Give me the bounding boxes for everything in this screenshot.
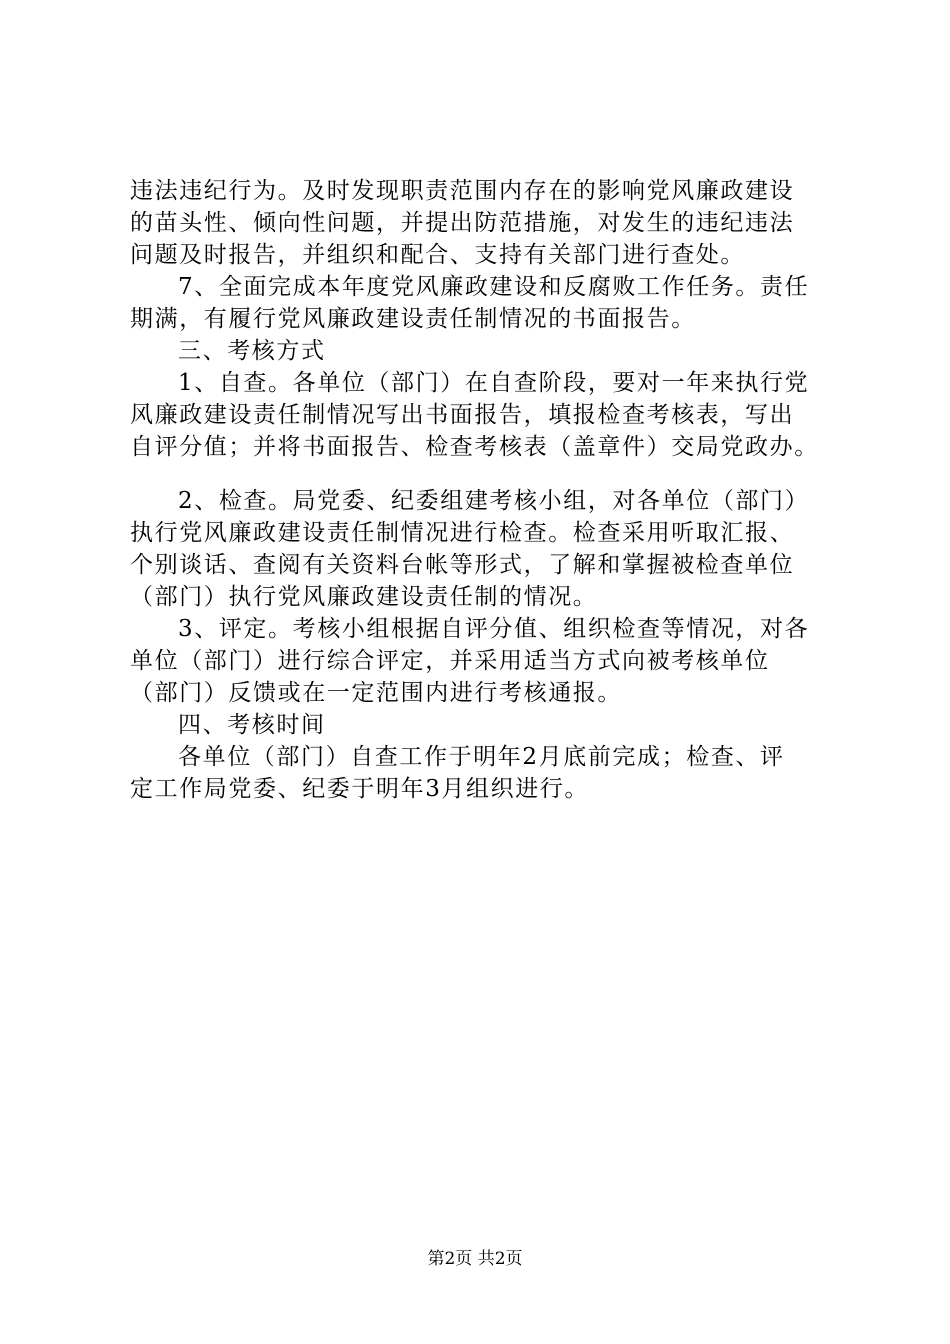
paragraph-line: 问题及时报告，并组织和配合、支持有关部门进行查处。	[130, 242, 745, 268]
paragraph-line: 7、全面完成本年度党风廉政建设和反腐败工作任务。责任	[178, 274, 810, 300]
page-footer: 第2页 共2页	[427, 1249, 523, 1269]
paragraph-line: 违法违纪行为。及时发现职责范围内存在的影响党风廉政建设	[130, 178, 795, 204]
paragraph-line: 的苗头性、倾向性问题，并提出防范措施，对发生的违纪违法	[130, 210, 795, 236]
paragraph-line: 期满，有履行党风廉政建设责任制情况的书面报告。	[130, 306, 696, 332]
paragraph-line: 单位（部门）进行综合评定，并采用适当方式向被考核单位	[130, 648, 770, 674]
section-heading: 四、考核时间	[178, 712, 326, 738]
paragraph-line: 自评分值；并将书面报告、检查考核表（盖章件）交局党政办。	[130, 434, 819, 460]
paragraph-line: 个别谈话、查阅有关资料台帐等形式，了解和掌握被检查单位	[130, 552, 795, 578]
paragraph-line: （部门）执行党风廉政建设责任制的情况。	[130, 584, 598, 610]
paragraph-line: 风廉政建设责任制情况写出书面报告，填报检查考核表，写出	[130, 402, 795, 428]
paragraph-line: 定工作局党委、纪委于明年3月组织进行。	[130, 776, 590, 802]
paragraph-line: 3、评定。考核小组根据自评分值、组织检查等情况，对各	[178, 616, 810, 642]
section-heading: 三、考核方式	[178, 338, 326, 364]
paragraph-line: 1、自查。各单位（部门）在自查阶段，要对一年来执行党	[178, 370, 810, 396]
paragraph-line: （部门）反馈或在一定范围内进行考核通报。	[130, 680, 622, 706]
paragraph-line: 2、检查。局党委、纪委组建考核小组，对各单位（部门）	[178, 488, 810, 514]
paragraph-line: 执行党风廉政建设责任制情况进行检查。检查采用听取汇报、	[130, 520, 795, 546]
paragraph-line: 各单位（部门）自查工作于明年2月底前完成；检查、评	[178, 744, 785, 770]
